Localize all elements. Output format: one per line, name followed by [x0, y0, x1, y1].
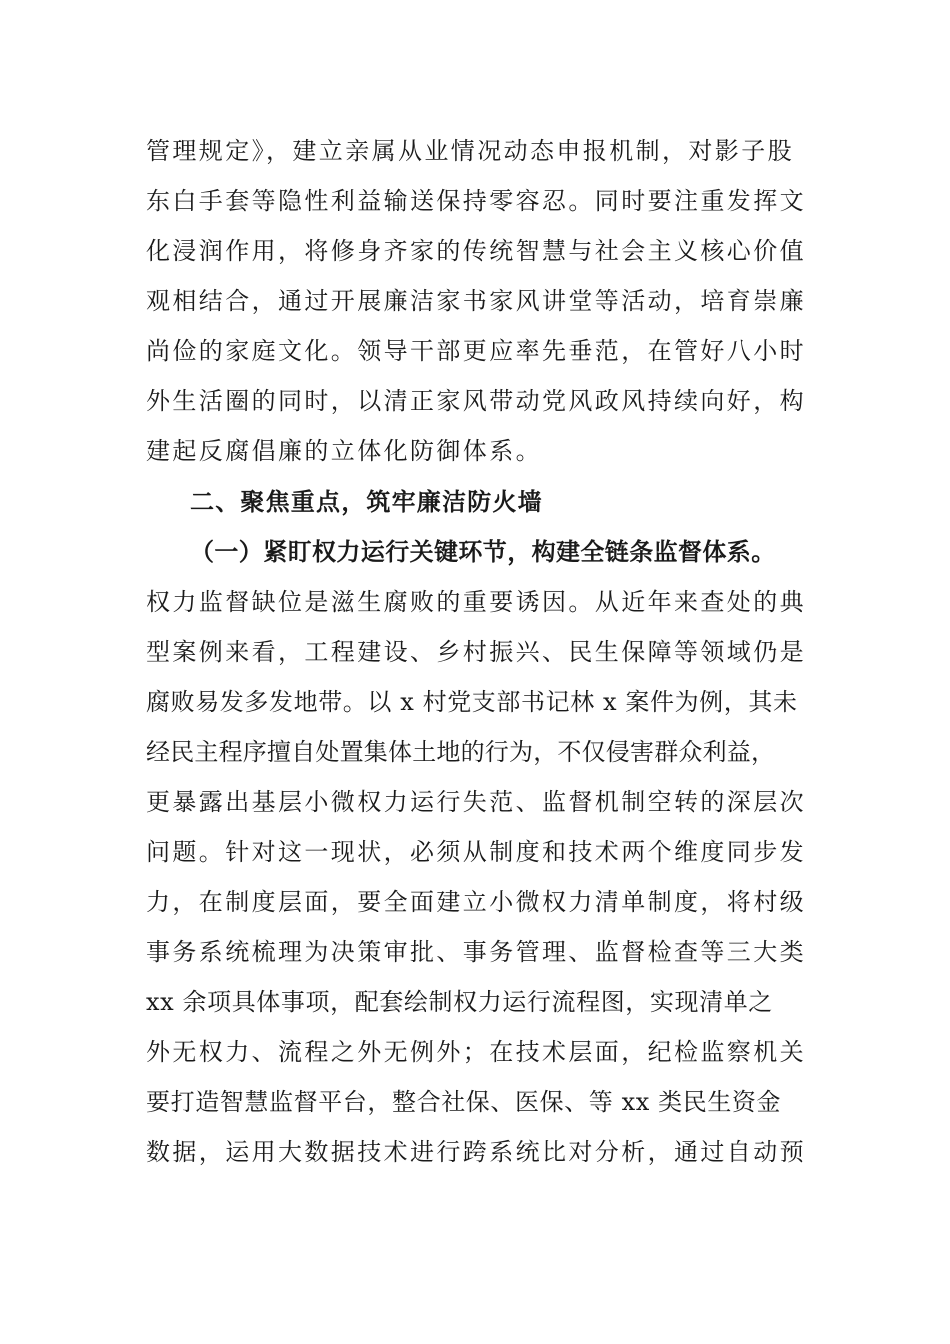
- paragraph-line: 型案例来看，工程建设、乡村振兴、民生保障等领域仍是: [146, 638, 806, 666]
- paragraph-line: 外无权力、流程之外无例外；在技术层面，纪检监察机关: [146, 1038, 806, 1066]
- paragraph-line: 权力监督缺位是滋生腐败的重要诱因。从近年来查处的典: [146, 588, 806, 616]
- paragraph-line: 东白手套等隐性利益输送保持零容忍。同时要注重发挥文: [146, 187, 806, 215]
- paragraph-line: 化浸润作用，将修身齐家的传统智慧与社会主义核心价值: [146, 237, 806, 265]
- paragraph-line: 数据，运用大数据技术进行跨系统比对分析，通过自动预: [146, 1138, 806, 1166]
- section-heading: 二、聚焦重点，筑牢廉洁防火墙: [190, 488, 543, 516]
- paragraph-line: 管理规定》，建立亲属从业情况动态申报机制，对影子股: [146, 137, 794, 165]
- paragraph-line: 观相结合，通过开展廉洁家书家风讲堂等活动，培育崇廉: [146, 287, 806, 315]
- paragraph-line: 尚俭的家庭文化。领导干部更应率先垂范，在管好八小时: [146, 337, 806, 365]
- paragraph-line: 问题。针对这一现状，必须从制度和技术两个维度同步发: [146, 838, 806, 866]
- paragraph-line: 更暴露出基层小微权力运行失范、监督机制空转的深层次: [146, 788, 806, 816]
- paragraph-line: 建起反腐倡廉的立体化防御体系。: [146, 437, 542, 465]
- paragraph-line: 经民主程序擅自处置集体土地的行为，不仅侵害群众利益，: [146, 738, 776, 766]
- paragraph-line: 力，在制度层面，要全面建立小微权力清单制度，将村级: [146, 888, 806, 916]
- paragraph-line: 外生活圈的同时，以清正家风带动党风政风持续向好，构: [146, 387, 806, 415]
- paragraph-line: 要打造智慧监督平台，整合社保、医保、等 xx 类民生资金: [146, 1088, 782, 1116]
- paragraph-line: 事务系统梳理为决策审批、事务管理、监督检查等三大类: [146, 938, 806, 966]
- paragraph-line: 腐败易发多发地带。以 x 村党支部书记林 x 案件为例，其未: [146, 688, 798, 716]
- subsection-heading: （一）紧盯权力运行关键环节，构建全链条监督体系。: [190, 538, 776, 566]
- paragraph-line: xx 余项具体事项，配套绘制权力运行流程图，实现清单之: [146, 988, 773, 1016]
